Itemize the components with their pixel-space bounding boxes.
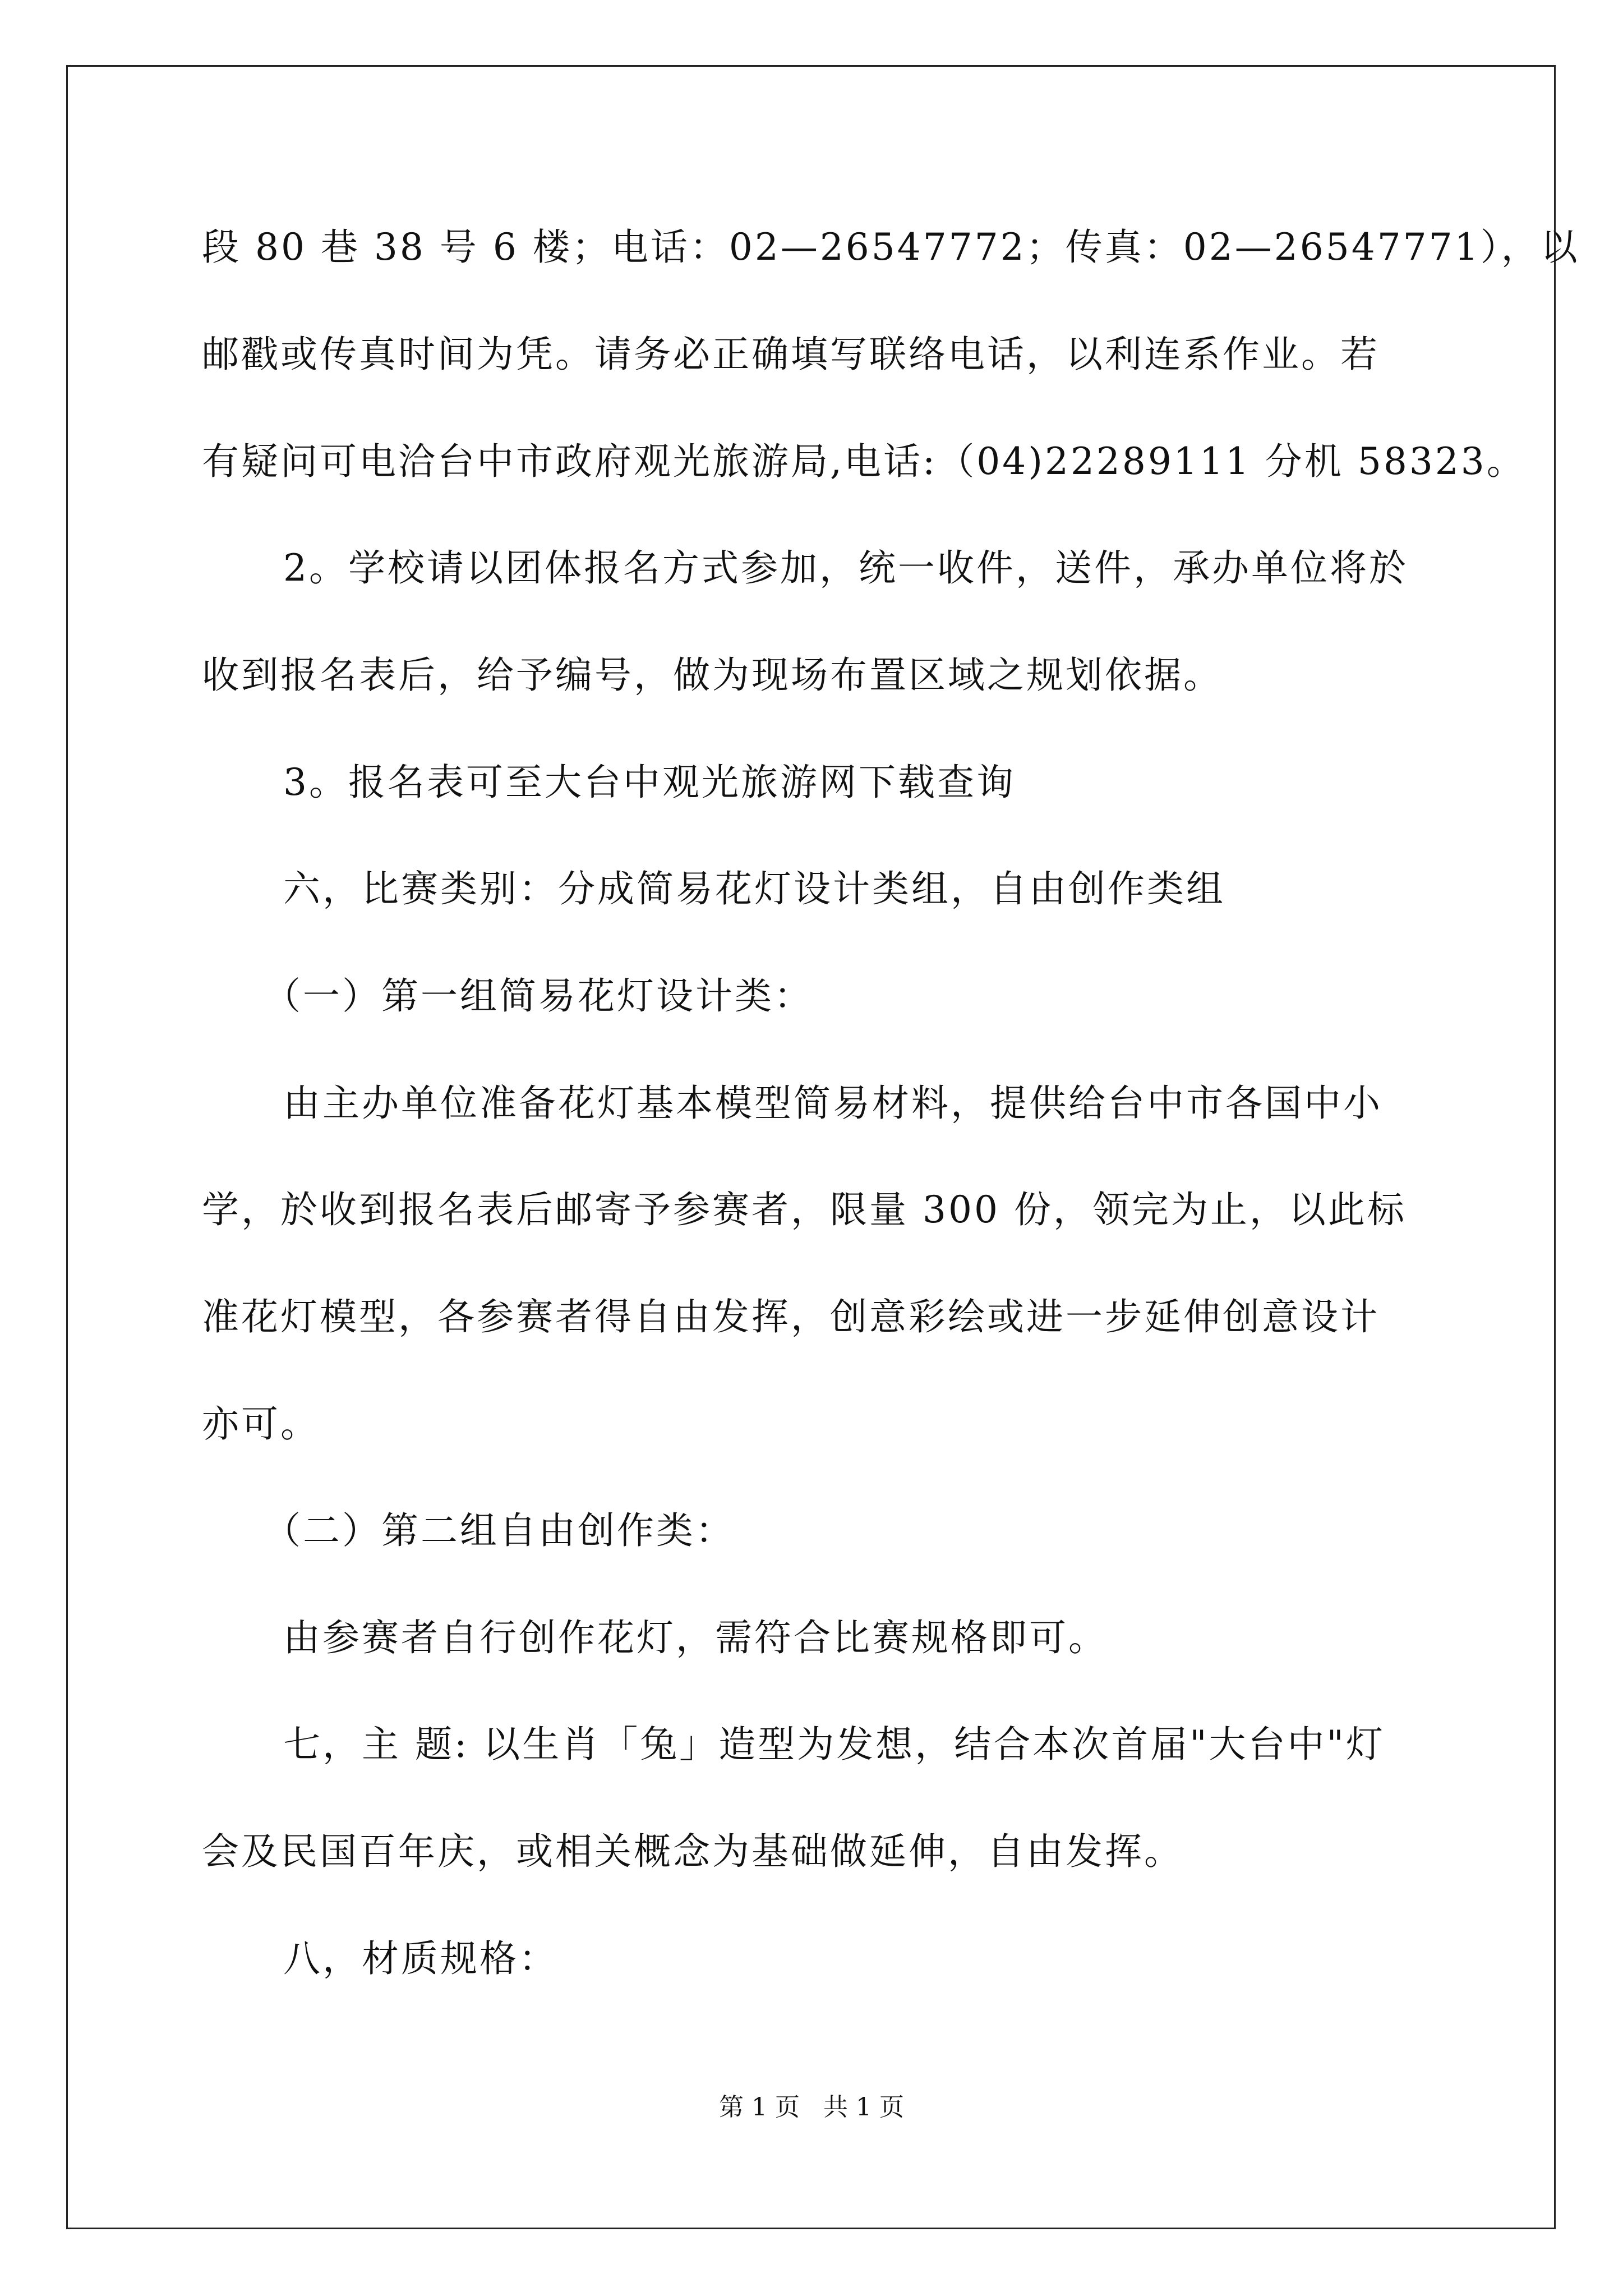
page-footer: 第 1 页 共 1 页 [719, 2093, 904, 2122]
text-line: 2。学校请以团体报名方式参加，统一收件，送件，承办单位将於 [283, 546, 1408, 590]
text-line: 收到报名表后，给予编号，做为现场布置区域之规划依据。 [202, 654, 1223, 697]
text-line: 段 80 巷 38 号 6 楼；电话：02—26547772；传真：02—26547771），以 [202, 226, 1580, 269]
text-line: 由主办单位准备花灯基本模型简易材料，提供给台中市各国中小 [283, 1082, 1382, 1125]
text-line: （二）第二组自由创作类： [264, 1509, 735, 1552]
text-line: 邮戳或传真时间为凭。请务必正确填写联络电话，以利连系作业。若 [202, 333, 1380, 376]
text-line: （一）第一组简易花灯设计类： [264, 974, 813, 1018]
text-line: 学，於收到报名表后邮寄予参赛者，限量 300 份，领完为止，以此标 [202, 1188, 1407, 1231]
text-line: 会及民国百年庆，或相关概念为基础做延伸，自由发挥。 [202, 1830, 1183, 1873]
text-line: 有疑问可电洽台中市政府观光旅游局,电话:（04)22289111 分机 58323。 [202, 440, 1526, 483]
text-line: 3。报名表可至大台中观光旅游网下载查询 [283, 761, 1016, 804]
text-line: 亦可。 [202, 1402, 320, 1446]
text-line: 八，材质规格： [283, 1937, 558, 1980]
text-line: 六，比赛类别：分成简易花灯设计类组，自由创作类组 [283, 867, 1225, 910]
text-line: 由参赛者自行创作花灯，需符合比赛规格即可。 [283, 1616, 1108, 1659]
text-line: 七，主 题: 以生肖「兔」造型为发想，结合本次首届"大台中"灯 [283, 1723, 1385, 1766]
text-line: 准花灯模型，各参赛者得自由发挥，创意彩绘或进一步延伸创意设计 [202, 1295, 1380, 1338]
